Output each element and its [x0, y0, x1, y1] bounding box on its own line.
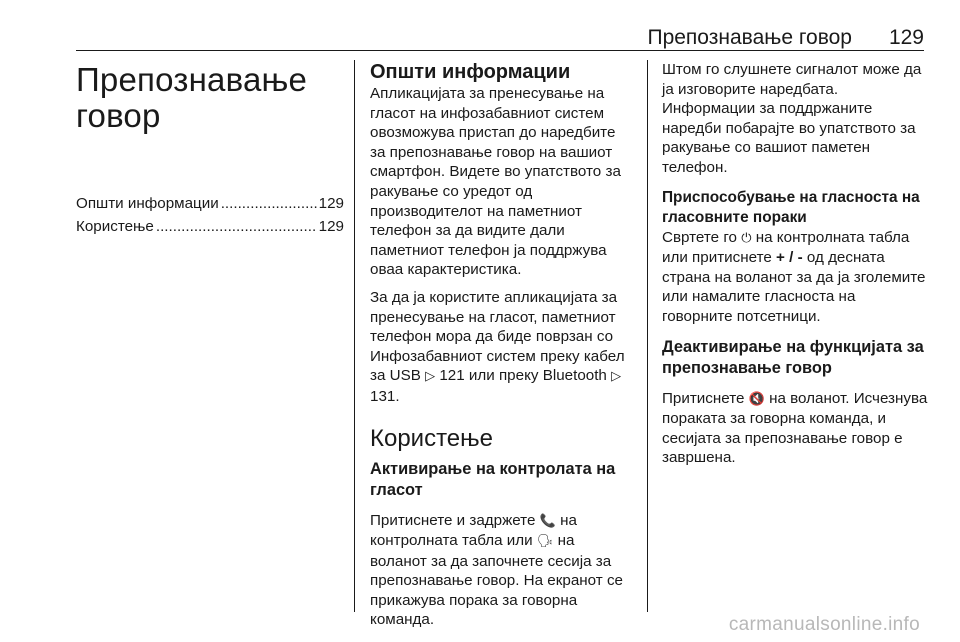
- watermark: carmanualsonline.info: [728, 614, 920, 635]
- toc-row-general[interactable]: [76, 192, 344, 215]
- column-divider-right: [647, 60, 648, 612]
- power-knob-icon: ⏻: [741, 230, 752, 246]
- right-column: [662, 60, 928, 610]
- middle-column: [370, 60, 634, 629]
- toc-label: Општи информации: [76, 195, 219, 212]
- section-heading-general: Општи информации: [370, 61, 571, 83]
- paragraph-signal: Штом го слушнете сигналот може да ја изговорите наредбата. Информации за поддржаните наредби побарајте во упатството за ракување со вашиот паметен телефон.: [662, 61, 922, 176]
- toc-label: Користење: [76, 218, 154, 235]
- subheading-deactivate: Деактивирање на функцијата за препознавање говор: [662, 337, 924, 377]
- paragraph-activate: Притиснете и задржете 📞 на контролната табла или 🗣 на воланот за да започнете сесија за препознавање говор. На екранот се прикажува порака за говорна команда.: [370, 511, 623, 629]
- toc-row-usage[interactable]: [76, 215, 344, 238]
- section-heading-usage: Користење: [370, 424, 493, 452]
- chapter-title: Препознавање говор: [76, 61, 308, 134]
- table-of-contents: [76, 192, 344, 238]
- paragraph-connection: За да ја користите апликацијата за пренесување на гласот, паметниот телефон мора да биде поврзан со Инфозабавниот систем преку кабел за USB ▷ 121 или преку Bluetooth ▷ 131.: [370, 288, 625, 405]
- paragraph-deactivate: Притиснете 🔇 на воланот. Исчезнува пораката за говорна команда, и сесијата за препознавање говор е завршена.: [662, 389, 928, 467]
- header-rule: [76, 50, 924, 51]
- toc-leader-dots: [156, 215, 317, 238]
- subheading-adjust-volume: Приспособување на гласноста на гласовните пораки: [662, 188, 920, 226]
- toc-leader-dots: [221, 192, 317, 215]
- subheading-activate: Активирање на контролата на гласот: [370, 459, 616, 499]
- toc-page: 129: [318, 195, 344, 212]
- page-ref-link[interactable]: 121: [439, 367, 465, 385]
- page-number: 129: [888, 26, 924, 49]
- page-ref-link[interactable]: 131.: [370, 387, 400, 405]
- left-column: [76, 60, 344, 610]
- ref-arrow-icon: ▷: [425, 369, 436, 385]
- column-divider-left: [354, 60, 355, 612]
- paragraph-adjust-volume: Свртете го ⏻ на контролната табла или притиснете + / - од десната страна на воланот за да ја зголемите или намалите гласноста на говорните потсетници.: [662, 228, 926, 325]
- phone-handset-icon: 📞: [539, 513, 556, 529]
- mute-hangup-icon: 🔇: [748, 391, 765, 407]
- volume-keys: + / -: [776, 249, 803, 267]
- header-title: Препознавање говор: [647, 26, 852, 49]
- ref-arrow-icon: ▷: [611, 369, 622, 385]
- voice-command-icon: 🗣: [536, 534, 554, 550]
- toc-page: 129: [318, 218, 344, 235]
- paragraph-intro: Апликацијата за пренесување на гласот на инфозабавниот систем овозможува пристап до наредбите за препознавање говор на вашиот смартфон. Видете во упатството за ракување со уредот од производителот на паметниот телефон за да видите дали паметниот телефон ја поддржува оваа карактеристика.: [370, 85, 621, 279]
